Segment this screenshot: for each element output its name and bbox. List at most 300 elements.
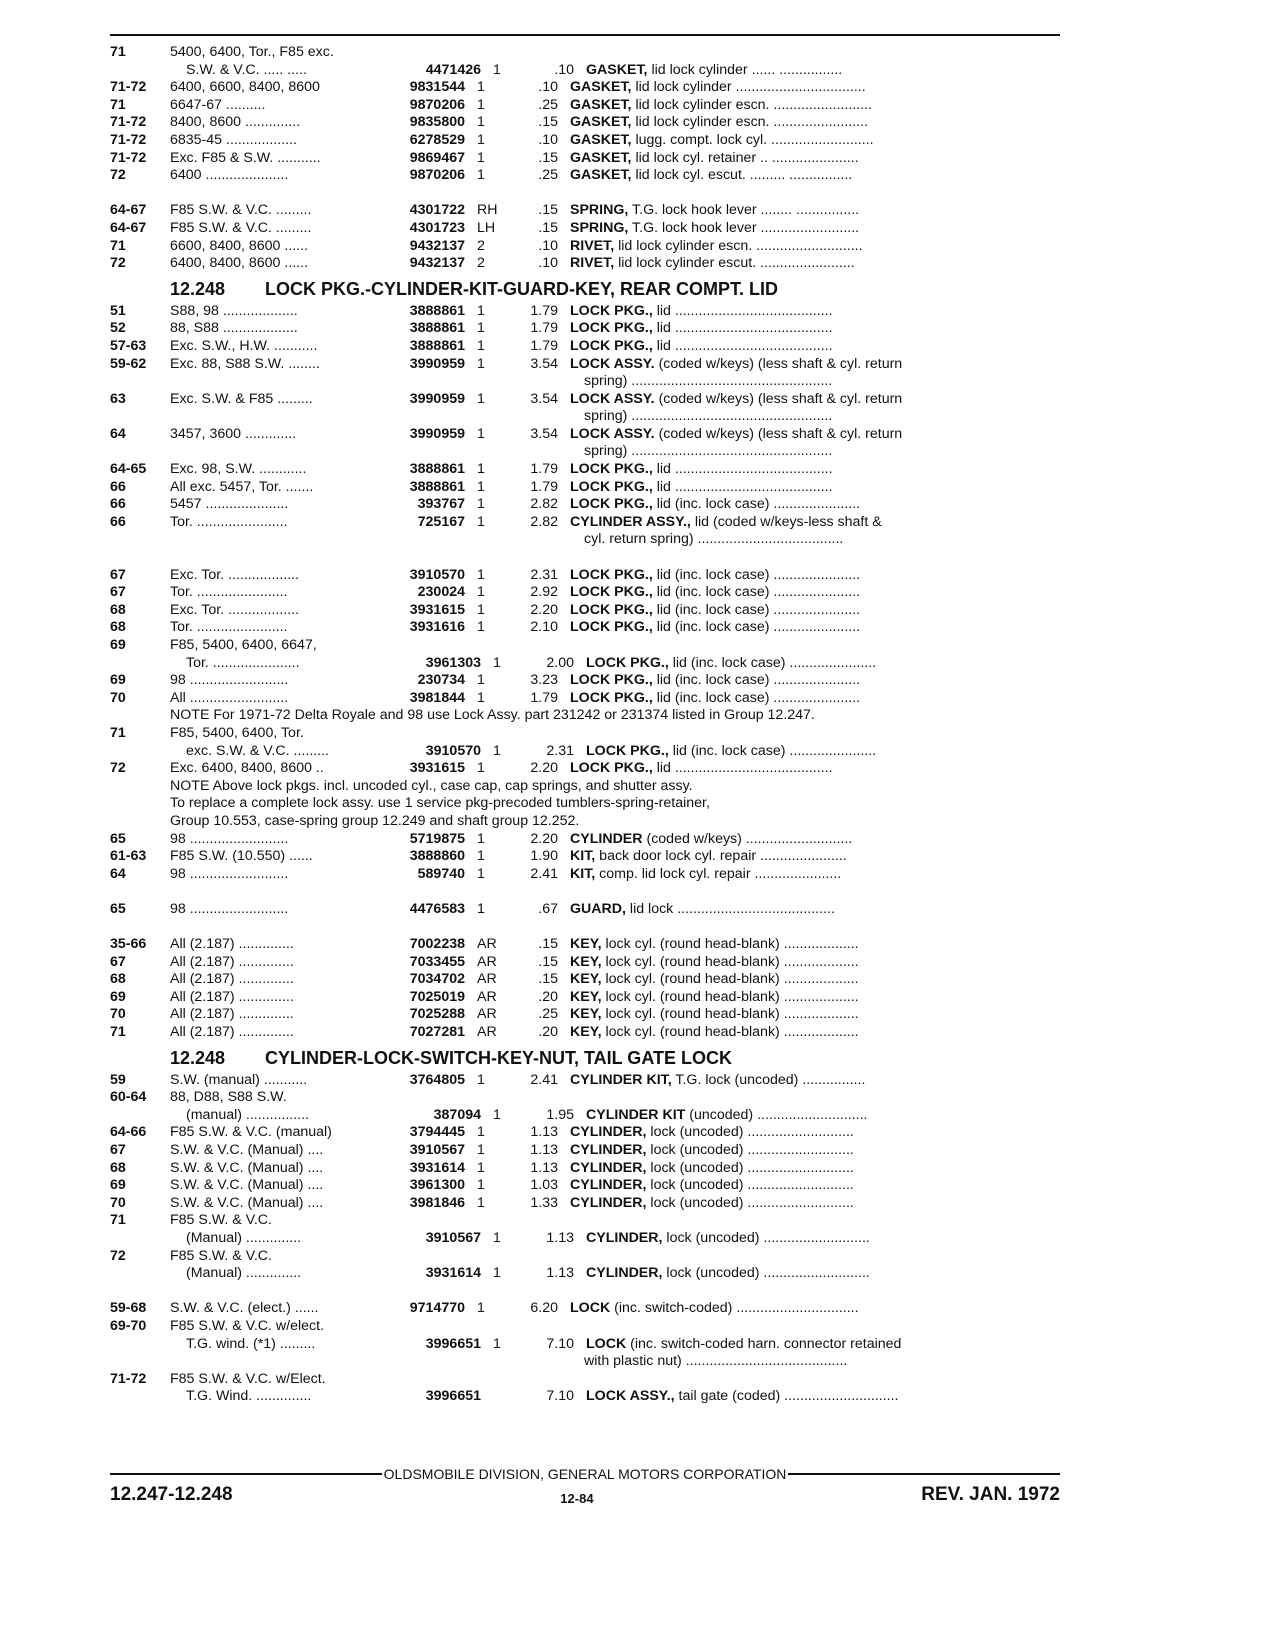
quantity: 1	[477, 96, 485, 113]
description-continuation: cyl. return spring) .....................................	[584, 531, 844, 548]
part-detail: lid lock ........................................	[625, 900, 835, 917]
application: F85, 5400, 6400, 6647,	[170, 637, 317, 653]
price: 1.13	[530, 1124, 558, 1141]
part-number: 4301723	[409, 219, 465, 236]
description	[570, 303, 1060, 321]
part-name: LOCK PKG.,	[570, 584, 653, 601]
spacer	[110, 919, 1060, 937]
part-name: SPRING,	[570, 202, 629, 219]
model-year: 69	[110, 637, 126, 653]
price: 1.13	[546, 1265, 574, 1282]
part-name: LOCK PKG.,	[570, 496, 653, 513]
part-detail: T.G. lock (uncoded) ................	[671, 1071, 866, 1088]
part-name: CYLINDER,	[570, 1142, 647, 1159]
part-name: LOCK PKG.,	[570, 601, 653, 618]
part-detail: lid lock cylinder escn. ........................	[631, 114, 869, 131]
price: 6.20	[530, 1300, 558, 1317]
price: .15	[538, 953, 558, 970]
application: 98 .........................	[170, 900, 289, 917]
description	[570, 690, 1060, 708]
part-row	[110, 655, 1060, 673]
part-row	[110, 989, 1060, 1007]
part-number: 3794445	[409, 1124, 465, 1141]
part-detail: lid lock cylinder .................................	[631, 79, 866, 96]
part-detail: lock cyl. (round head-blank) ...................	[601, 971, 859, 988]
part-number: 3910570	[409, 566, 465, 583]
part-number: 230734	[417, 672, 465, 689]
price: .15	[538, 971, 558, 988]
part-detail: lid (inc. lock case) ......................	[652, 566, 861, 583]
application: 6400, 6600, 8400, 8600	[170, 79, 320, 96]
catalog-page	[110, 34, 1060, 1406]
part-detail: lid (inc. lock case) ......................	[652, 619, 861, 636]
part-row	[110, 1212, 1060, 1230]
model-year: 65	[110, 830, 126, 847]
price: .15	[538, 149, 558, 166]
part-detail: lid (inc. lock case) ......................	[652, 584, 861, 601]
part-row	[110, 320, 1060, 338]
price: .20	[538, 988, 558, 1005]
part-name: LOCK	[570, 1300, 611, 1317]
description	[570, 426, 1060, 444]
price: 1.79	[530, 461, 558, 478]
quantity: 2	[477, 237, 485, 254]
price: .10	[538, 237, 558, 254]
model-year: 66	[110, 513, 126, 530]
part-detail: lid (coded w/keys-less shaft &	[690, 513, 882, 530]
model-year: 69-70	[110, 1317, 147, 1334]
part-name: KEY,	[570, 971, 602, 988]
part-row	[110, 1160, 1060, 1178]
part-row	[110, 567, 1060, 585]
application: 5457 .....................	[170, 496, 289, 513]
application: Exc. F85 & S.W. ...........	[170, 149, 321, 166]
part-number: 3990959	[409, 390, 465, 407]
description	[570, 848, 1060, 866]
price: 2.31	[530, 566, 558, 583]
part-detail: T.G. lock hook lever ........ ................	[628, 202, 860, 219]
quantity: 1	[477, 461, 485, 478]
part-row	[110, 202, 1060, 220]
model-year: 64-66	[110, 1124, 147, 1141]
part-number: 3888861	[409, 478, 465, 495]
application: Exc. 6400, 8400, 8600 ..	[170, 760, 324, 777]
part-row	[110, 426, 1060, 444]
application: Exc. Tor. ..................	[170, 566, 300, 583]
part-name: GASKET,	[570, 131, 632, 148]
application: F85 S.W. & V.C. (manual)	[170, 1124, 332, 1141]
part-detail: lock (uncoded) ...........................	[662, 1265, 870, 1282]
quantity: 1	[477, 865, 485, 882]
part-row	[110, 97, 1060, 115]
quantity: 1	[477, 149, 485, 166]
application: S.W. & V.C. (Manual) ....	[170, 1177, 324, 1194]
description	[570, 496, 1060, 514]
description	[570, 320, 1060, 338]
quantity: 2	[477, 255, 485, 272]
model-year: 60-64	[110, 1089, 147, 1106]
description-continuation: spring) ...................................................	[584, 408, 833, 425]
application: S.W. (manual) ...........	[170, 1071, 308, 1088]
quantity: 1	[493, 1230, 501, 1246]
price: .10	[538, 79, 558, 96]
part-detail: lid (inc. lock case) ......................	[652, 689, 861, 706]
quantity: 1	[477, 167, 485, 184]
description	[570, 356, 1060, 374]
price: .15	[538, 219, 558, 236]
description	[570, 1006, 1060, 1024]
part-row	[110, 584, 1060, 602]
description	[570, 901, 1060, 919]
part-number: 7002238	[409, 936, 465, 953]
description	[570, 150, 1060, 168]
application: 6400 .....................	[170, 167, 289, 184]
model-year: 72	[110, 255, 126, 272]
note-line: Group 10.553, case-spring group 12.249 and shaft group 12.252.	[170, 812, 580, 829]
quantity: 1	[477, 79, 485, 96]
description	[570, 866, 1060, 884]
heading-title: CYLINDER-LOCK-SWITCH-KEY-NUT, TAIL GATE LOCK	[265, 1047, 732, 1068]
model-year: 69	[110, 1177, 126, 1194]
price: .15	[538, 936, 558, 953]
quantity: 1	[493, 742, 501, 759]
model-year: 64	[110, 425, 126, 442]
model-year: 51	[110, 302, 126, 319]
quantity: 1	[477, 584, 485, 601]
part-detail: lock (uncoded) ...........................	[646, 1177, 854, 1194]
part-name: SPRING,	[570, 219, 629, 236]
part-row	[110, 672, 1060, 690]
description	[570, 831, 1060, 849]
part-number: 589740	[417, 865, 465, 882]
model-year: 71-72	[110, 1370, 147, 1387]
application: Tor. .......................	[170, 513, 288, 530]
model-year: 66	[110, 496, 126, 513]
description	[570, 1300, 1060, 1318]
part-detail: (coded w/keys) ...........................	[642, 830, 853, 847]
description	[570, 672, 1060, 690]
description	[586, 1265, 1060, 1283]
part-detail: lid ........................................	[652, 760, 833, 777]
section-heading-tail-gate	[110, 1046, 1060, 1070]
part-number: 9432137	[409, 237, 465, 254]
price: 2.00	[546, 654, 574, 671]
price: 1.13	[530, 1159, 558, 1176]
part-detail: (inc. switch-coded harn. connector retained	[626, 1335, 902, 1352]
part-name: LOCK PKG.,	[570, 461, 653, 478]
part-name: CYLINDER,	[570, 1177, 647, 1194]
part-number: 7033455	[409, 953, 465, 970]
quantity: 1	[477, 619, 485, 636]
part-name: GASKET,	[570, 167, 632, 184]
part-row	[110, 1336, 1060, 1354]
quantity: AR	[477, 936, 497, 953]
price: 2.82	[530, 513, 558, 530]
quantity: 1	[477, 830, 485, 847]
part-number: 393767	[417, 496, 465, 513]
quantity: 1	[493, 1335, 501, 1352]
part-detail: lid lock cylinder escn. .........................	[631, 96, 872, 113]
model-year: 71	[110, 96, 126, 113]
part-row	[110, 954, 1060, 972]
part-number: 3996651	[425, 1388, 481, 1405]
part-name: LOCK PKG.,	[570, 689, 653, 706]
application: 5400, 6400, Tor., F85 exc.	[170, 44, 334, 60]
part-name: LOCK PKG.,	[586, 742, 669, 759]
price: 1.13	[546, 1230, 574, 1246]
model-year: 71-72	[110, 131, 147, 148]
part-row	[110, 1142, 1060, 1160]
part-number: 9835800	[409, 114, 465, 131]
footer-page-number: 12-84	[560, 1491, 594, 1506]
part-row	[110, 901, 1060, 919]
quantity: AR	[477, 953, 497, 970]
part-detail: back door lock cyl. repair ......................	[595, 848, 847, 865]
part-detail: lid (inc. lock case) ......................	[668, 654, 877, 671]
part-name: CYLINDER,	[586, 1230, 663, 1246]
application: F85, 5400, 6400, Tor.	[170, 724, 304, 741]
application: Exc. S.W., H.W. ...........	[170, 337, 318, 354]
note-line: NOTE Above lock pkgs. incl. uncoded cyl., case cap, cap springs, and shutter assy.	[170, 777, 693, 794]
application: (Manual) ..............	[186, 1265, 302, 1282]
price: 1.03	[530, 1177, 558, 1194]
part-name: LOCK ASSY.	[570, 355, 655, 372]
part-name: GASKET,	[570, 79, 632, 96]
part-row	[110, 866, 1060, 884]
part-number: 9870206	[409, 167, 465, 184]
price: 1.79	[530, 478, 558, 495]
part-detail: lock cyl. (round head-blank) ...................	[601, 953, 859, 970]
part-number: 3888861	[409, 337, 465, 354]
quantity: 1	[477, 760, 485, 777]
part-number: 7025019	[409, 988, 465, 1005]
application: 6600, 8400, 8600 ......	[170, 237, 309, 254]
part-number: 9432137	[409, 255, 465, 272]
part-name: CYLINDER	[570, 830, 643, 847]
part-number: 230024	[417, 584, 465, 601]
part-detail: lid lock cyl. retainer .. ......................	[631, 149, 859, 166]
price: 2.20	[530, 760, 558, 777]
model-year: 65	[110, 900, 126, 917]
price: 2.82	[530, 496, 558, 513]
description	[570, 514, 1060, 532]
price: 3.54	[530, 390, 558, 407]
parts-list-lid-lock	[110, 303, 1060, 1042]
part-row	[110, 602, 1060, 620]
application: All exc. 5457, Tor. .......	[170, 478, 314, 495]
part-detail: (coded w/keys) (less shaft & cyl. return	[654, 425, 903, 442]
quantity: 1	[477, 848, 485, 865]
part-row	[110, 132, 1060, 150]
part-row	[110, 1024, 1060, 1042]
parts-list-tail-gate	[110, 1072, 1060, 1406]
price: 1.90	[530, 848, 558, 865]
part-name: GASKET,	[570, 114, 632, 131]
part-row	[110, 238, 1060, 256]
part-row	[110, 1177, 1060, 1195]
model-year: 59-62	[110, 355, 147, 372]
heading-title: LOCK PKG.-CYLINDER-KIT-GUARD-KEY, REAR COMPT. LID	[265, 278, 778, 299]
part-row	[110, 496, 1060, 514]
quantity: AR	[477, 1006, 497, 1023]
description	[570, 971, 1060, 989]
part-name: LOCK	[586, 1335, 627, 1352]
application: T.G. wind. (*1) .........	[186, 1335, 316, 1352]
quantity: 1	[477, 689, 485, 706]
model-year: 64-67	[110, 202, 147, 219]
quantity: 1	[477, 1177, 485, 1194]
part-name: RIVET,	[570, 255, 615, 272]
quantity: 1	[477, 1194, 485, 1211]
quantity: 1	[477, 302, 485, 319]
part-row	[110, 514, 1060, 532]
model-year: 71	[110, 44, 126, 60]
application: All (2.187) ..............	[170, 936, 294, 953]
application: Tor. ......................	[186, 654, 300, 671]
application: F85 S.W. & V.C. .........	[170, 219, 312, 236]
description-continuation: spring) ...................................................	[584, 443, 833, 460]
application: All (2.187) ..............	[170, 1024, 294, 1041]
part-detail: lid lock cyl. escut. ......... ................	[631, 167, 853, 184]
part-number: 7034702	[409, 971, 465, 988]
part-name: GASKET,	[586, 61, 648, 78]
description	[570, 238, 1060, 256]
quantity: AR	[477, 988, 497, 1005]
part-number: 7027281	[409, 1024, 465, 1041]
page-footer	[110, 1466, 1060, 1506]
application: F85 S.W. (10.550) ......	[170, 848, 313, 865]
quantity: 1	[477, 513, 485, 530]
part-name: CYLINDER,	[586, 1265, 663, 1282]
quantity: 1	[493, 61, 501, 78]
part-row	[110, 971, 1060, 989]
model-year: 70	[110, 689, 126, 706]
model-year: 57-63	[110, 337, 147, 354]
part-detail: lock (uncoded) ...........................	[662, 1230, 870, 1246]
model-year: 71	[110, 724, 126, 741]
model-year: 71	[110, 237, 126, 254]
part-row	[110, 848, 1060, 866]
model-year: 63	[110, 390, 126, 407]
price: .10	[538, 255, 558, 272]
application: Tor. .......................	[170, 619, 288, 636]
quantity: 1	[477, 337, 485, 354]
part-number: 3981844	[409, 689, 465, 706]
quantity: 1	[477, 566, 485, 583]
part-name: LOCK PKG.,	[570, 566, 653, 583]
application: F85 S.W. & V.C. w/elect.	[170, 1317, 325, 1334]
part-row	[110, 167, 1060, 185]
footer-rule-left	[110, 1473, 382, 1475]
part-name: LOCK ASSY.,	[586, 1388, 675, 1405]
footer-revision: REV. JAN. 1972	[921, 1484, 1060, 1505]
part-name: KEY,	[570, 936, 602, 953]
part-name: KIT,	[570, 848, 596, 865]
part-name: GUARD,	[570, 900, 626, 917]
part-name: KIT,	[570, 865, 596, 882]
application: S.W. & V.C. (Manual) ....	[170, 1194, 324, 1211]
description	[570, 1195, 1060, 1213]
model-year: 66	[110, 478, 126, 495]
part-number: 4476583	[409, 900, 465, 917]
description	[570, 1177, 1060, 1195]
price: 2.20	[530, 601, 558, 618]
part-detail: lock cyl. (round head-blank) ...................	[601, 1006, 859, 1023]
quantity: 1	[477, 1159, 485, 1176]
part-number: 3981846	[409, 1194, 465, 1211]
spacer	[110, 883, 1060, 901]
description	[570, 79, 1060, 97]
footer-rule-right	[788, 1473, 1060, 1475]
part-name: KEY,	[570, 1024, 602, 1041]
part-name: CYLINDER KIT	[586, 1106, 686, 1123]
description	[570, 1024, 1060, 1042]
quantity: 1	[477, 1142, 485, 1159]
price: 2.41	[530, 1071, 558, 1088]
part-name: CYLINDER,	[570, 1124, 647, 1141]
model-year: 59	[110, 1071, 126, 1088]
description	[570, 619, 1060, 637]
part-row	[110, 1072, 1060, 1090]
description	[586, 62, 1060, 80]
application: All (2.187) ..............	[170, 971, 294, 988]
part-name: GASKET,	[570, 149, 632, 166]
description	[570, 202, 1060, 220]
application: 88, D88, S88 S.W.	[170, 1089, 287, 1106]
model-year: 71-72	[110, 114, 147, 131]
application: 88, S88 ...................	[170, 320, 298, 337]
description	[570, 1072, 1060, 1090]
model-year: 72	[110, 1247, 126, 1264]
part-row	[110, 1195, 1060, 1213]
quantity: 1	[477, 900, 485, 917]
application: 8400, 8600 ..............	[170, 114, 301, 131]
part-name: LOCK PKG.,	[570, 672, 653, 689]
part-name: LOCK PKG.,	[570, 337, 653, 354]
quantity: AR	[477, 1024, 497, 1041]
part-detail: lid ........................................	[652, 337, 833, 354]
model-year: 67	[110, 1142, 126, 1159]
quantity: 1	[477, 496, 485, 513]
description	[586, 1230, 1060, 1248]
model-year: 68	[110, 619, 126, 636]
price: 7.10	[546, 1335, 574, 1352]
model-year: 64	[110, 865, 126, 882]
part-number: 9831544	[409, 79, 465, 96]
model-year: 70	[110, 1006, 126, 1023]
part-row	[110, 690, 1060, 708]
part-name: KEY,	[570, 953, 602, 970]
application: S.W. & V.C. (Manual) ....	[170, 1142, 324, 1159]
quantity: 1	[493, 654, 501, 671]
part-number: 5719875	[409, 830, 465, 847]
price: .15	[538, 114, 558, 131]
part-row	[110, 461, 1060, 479]
part-number: 3910570	[425, 742, 481, 759]
part-number: 725167	[417, 513, 465, 530]
price: .10	[538, 131, 558, 148]
part-detail: lid (inc. lock case) ......................	[652, 672, 861, 689]
top-rule	[110, 34, 1060, 36]
description	[570, 567, 1060, 585]
part-name: LOCK ASSY.	[570, 390, 655, 407]
description	[570, 760, 1060, 778]
description	[586, 743, 1060, 761]
description-continuation: with plastic nut) .........................................	[584, 1353, 848, 1370]
part-row	[110, 1371, 1060, 1389]
model-year: 71	[110, 1212, 126, 1229]
part-number: 3990959	[409, 355, 465, 372]
